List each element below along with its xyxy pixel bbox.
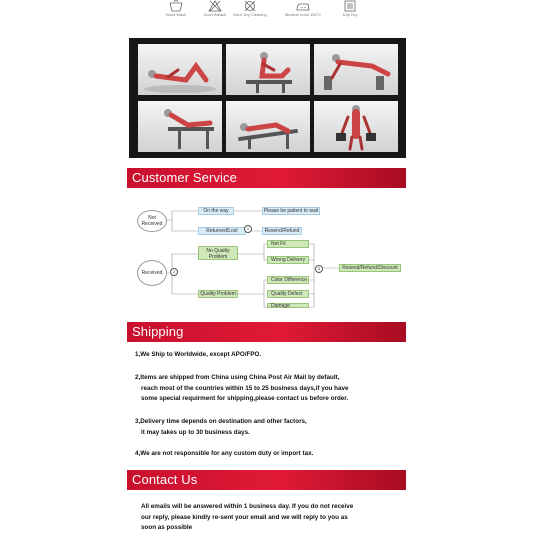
exercise-figure-image	[226, 44, 310, 95]
node-label: No Quality Problem	[206, 248, 230, 260]
contact-line: soon as possible	[141, 524, 193, 531]
exercise-figure-image	[226, 101, 310, 152]
color-difference-node	[267, 276, 309, 284]
node-label: Received	[141, 270, 163, 276]
care-label: Medium irons 150°C	[284, 12, 322, 17]
be-patient-node	[262, 207, 320, 215]
exercise-photo	[314, 101, 398, 152]
node-label: Quality Defect	[271, 291, 303, 297]
exercise-photo	[138, 44, 222, 95]
received-node	[137, 260, 167, 286]
care-label: Drip Dry	[342, 12, 358, 17]
exercise-photo-grid	[129, 38, 406, 158]
exercise-photo	[138, 101, 222, 152]
section-title: Shipping	[132, 324, 184, 339]
care-item	[230, 0, 270, 17]
shipping-line: reach most of the countries within 15 to 25 business days,if you have	[141, 384, 349, 392]
care-item	[156, 0, 196, 17]
section-title: Contact Us	[132, 472, 198, 487]
node-label: Returned/Lost	[206, 228, 238, 234]
shipping-item	[135, 417, 307, 438]
exercise-photo	[226, 101, 310, 152]
contact-text	[141, 502, 353, 534]
returned-lost-node	[198, 227, 246, 235]
shipping-item	[135, 373, 349, 405]
on-the-way-node	[198, 207, 234, 215]
customer-service-banner	[127, 168, 406, 188]
wrong-delivery-node	[267, 256, 309, 264]
node-label: Color Difference	[271, 277, 308, 283]
quality-defect-node	[267, 290, 309, 298]
damage-node	[267, 303, 309, 308]
care-label: Don't Dry Cleaning	[233, 12, 267, 17]
exercise-photo	[314, 44, 398, 95]
dont-dry-cleaning-icon	[243, 0, 257, 12]
node-label: Please be patient to wait	[263, 208, 319, 214]
step-number-badge: 2	[170, 268, 178, 276]
shipping-item	[135, 350, 261, 361]
resend-refund-discount-node	[339, 264, 401, 272]
line-dry-icon	[343, 0, 357, 12]
shipping-item	[135, 449, 313, 460]
node-label: Damage	[271, 303, 290, 309]
shipping-line: some special requirment for shipping,please contact us before order.	[141, 395, 349, 402]
node-label: Resend/Refund/Discount	[342, 265, 398, 271]
exercise-figure-image	[314, 101, 398, 152]
not-fit-node	[267, 240, 309, 248]
iron-medium-icon	[296, 0, 310, 12]
exercise-figure-image	[138, 44, 222, 95]
node-label: Not Received	[141, 215, 163, 227]
shipping-line: 1,We Ship to Worldwide, except APO/FPO.	[135, 351, 262, 358]
step-number-badge: 1	[244, 225, 252, 233]
exercise-photo	[226, 44, 310, 95]
node-label: On the way	[203, 208, 229, 214]
shipping-line: it may takes up to 30 business days.	[141, 428, 250, 436]
quality-problem-node	[198, 290, 238, 298]
hand-wash-icon	[169, 0, 183, 12]
node-label: Resend/Refund	[264, 228, 300, 234]
contact-us-banner	[127, 470, 406, 490]
shipping-line: 2,Items are shipped from China using China Post Air Mail by default,	[135, 374, 340, 381]
shipping-line: 4,We are not responsible for any custom duty or import tax.	[135, 450, 314, 457]
shipping-line: 3,Delivery time depends on destination and other factors,	[135, 418, 307, 425]
not-received-node	[137, 210, 167, 232]
step-number-badge: 3	[315, 265, 323, 273]
contact-line: our reply, please kindly re-sent your email and we will reply to you as	[141, 513, 348, 521]
service-flow-chart	[134, 196, 406, 308]
care-item	[195, 0, 235, 17]
care-label: Hand Wash	[165, 12, 187, 17]
contact-line: All emails will be answered within 1 business day. If you do not receive	[141, 503, 354, 510]
care-instructions	[150, 0, 380, 24]
care-label: Don't Bleach	[203, 12, 227, 17]
exercise-figure-image	[138, 101, 222, 152]
shipping-banner	[127, 322, 406, 342]
no-quality-problem-node	[198, 246, 238, 260]
care-item	[283, 0, 323, 17]
node-label: Quality Problem	[200, 291, 236, 297]
section-title: Customer Service	[132, 170, 237, 185]
resend-refund-node	[262, 227, 302, 235]
dont-bleach-icon	[208, 0, 222, 12]
exercise-figure-image	[314, 44, 398, 95]
node-label: Not Fit	[271, 241, 286, 247]
care-item	[330, 0, 370, 17]
node-label: Wrong Delivery	[271, 257, 306, 263]
